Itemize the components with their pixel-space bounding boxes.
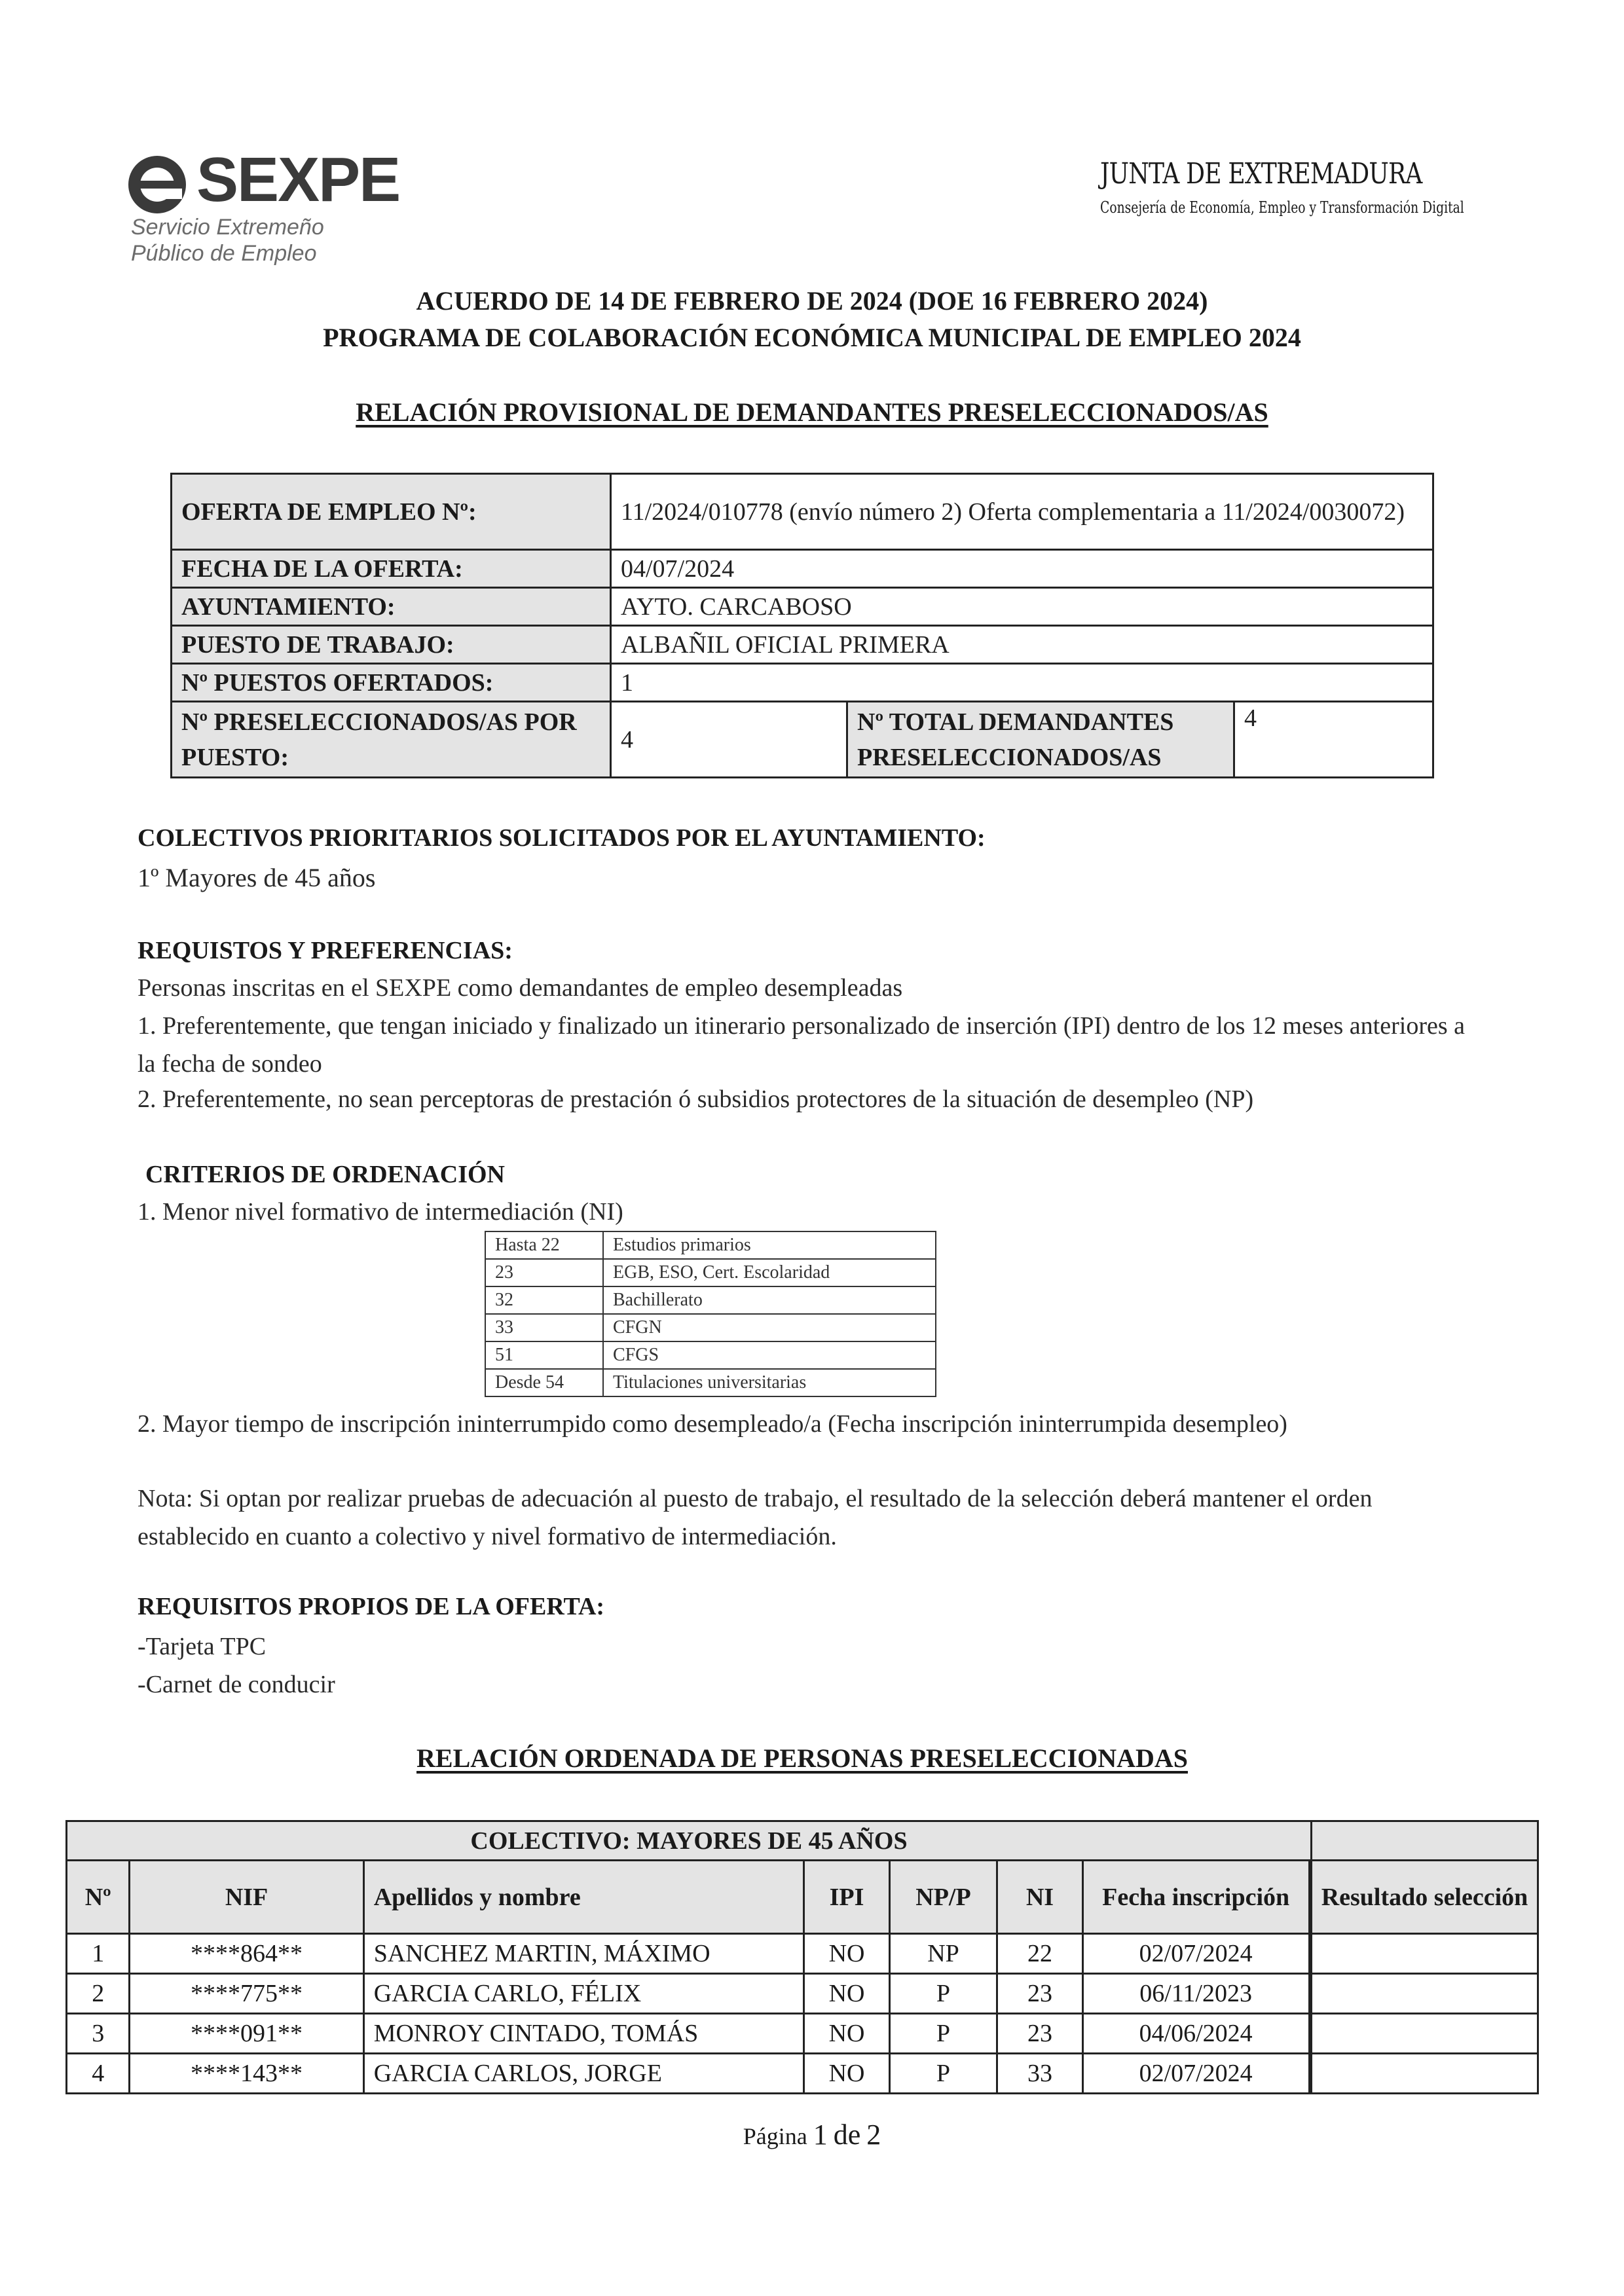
cell-n: 1 — [67, 1934, 130, 1974]
ni-code: 33 — [485, 1314, 603, 1341]
total-demandantes-value: 4 — [1234, 702, 1433, 778]
cell-fecha: 02/07/2024 — [1082, 2054, 1309, 2094]
ni-code: 32 — [485, 1286, 603, 1314]
cell-fecha: 02/07/2024 — [1082, 1934, 1309, 1974]
cell-npp: P — [889, 2054, 997, 2094]
puestos-ofertados-label: Nº PUESTOS OFERTADOS: — [172, 664, 611, 702]
cell-n: 4 — [67, 2054, 130, 2094]
pagina-label: Página — [743, 2123, 807, 2149]
people-column-headers — [67, 1861, 1538, 1934]
offer-row-fecha — [172, 550, 1433, 588]
col-header-fecha: Fecha inscripción — [1082, 1861, 1309, 1934]
cell-resultado — [1312, 2054, 1538, 2094]
requisitos-line-2: 1. Preferentemente, que tengan iniciado y finalizado un itinerario personalizado de inserción (IPI) dentro de los 12 meses anteriores a la fecha de sondeo — [138, 1012, 1465, 1078]
cell-n: 2 — [67, 1974, 130, 2014]
cell-ipi: NO — [804, 2014, 889, 2054]
ni-row — [485, 1259, 936, 1286]
offer-row-puestos-ofertados — [172, 664, 1433, 702]
cell-resultado — [1312, 2014, 1538, 2054]
ni-row — [485, 1231, 936, 1259]
cell-ni: 23 — [997, 2014, 1082, 2054]
cell-nif: ****775** — [130, 1974, 363, 2014]
cell-n: 3 — [67, 2014, 130, 2054]
cell-resultado — [1312, 1934, 1538, 1974]
ni-row — [485, 1341, 936, 1369]
offer-row-puesto — [172, 626, 1433, 664]
cell-resultado — [1312, 1974, 1538, 2014]
sexpe-logo-text: SEXPE — [196, 145, 400, 215]
offer-table — [170, 473, 1434, 778]
colectivo-header: COLECTIVO: MAYORES DE 45 AÑOS — [67, 1821, 1312, 1861]
cell-npp: P — [889, 2014, 997, 2054]
puesto-value: ALBAÑIL OFICIAL PRIMERA — [611, 626, 1433, 664]
cell-fecha: 06/11/2023 — [1082, 1974, 1309, 2014]
sexpe-logo — [124, 144, 399, 268]
sexpe-subtitle-1: Servicio Extremeño — [131, 215, 324, 240]
cell-npp: NP — [889, 1934, 997, 1974]
criterios-line-2: 2. Mayor tiempo de inscripción ininterrumpido como desempleado/a (Fecha inscripción ininterrumpida desempleo) — [138, 1410, 1287, 1438]
ni-code: 51 — [485, 1341, 603, 1369]
ni-description: Bachillerato — [603, 1286, 936, 1314]
title-acuerdo: ACUERDO DE 14 DE FEBRERO DE 2024 (DOE 16 FEBRERO 2024) — [416, 286, 1208, 316]
cell-ni: 22 — [997, 1934, 1082, 1974]
colectivo-header-blank — [1312, 1821, 1538, 1861]
colectivos-heading: COLECTIVOS PRIORITARIOS SOLICITADOS POR EL AYUNTAMIENTO: — [138, 824, 986, 852]
table-row — [67, 2054, 1538, 2094]
cell-ipi: NO — [804, 1934, 889, 1974]
sexpe-subtitle-2: Público de Empleo — [131, 241, 317, 266]
ni-description: EGB, ESO, Cert. Escolaridad — [603, 1259, 936, 1286]
criterios-line-1: 1. Menor nivel formativo de intermediación (NI) — [138, 1198, 623, 1226]
puesto-label: PUESTO DE TRABAJO: — [172, 626, 611, 664]
cell-nombre: SANCHEZ MARTIN, MÁXIMO — [363, 1934, 804, 1974]
page-current: 1 — [813, 2119, 828, 2151]
requisitos-oferta-item-2: -Carnet de conducir — [138, 1671, 335, 1698]
cell-ni: 33 — [997, 2054, 1082, 2094]
col-header-nif: NIF — [130, 1861, 363, 1934]
oferta-value: 11/2024/010778 (envío número 2) Oferta complementaria a 11/2024/0030072) — [611, 474, 1433, 550]
ni-code: 23 — [485, 1259, 603, 1286]
cell-nombre: MONROY CINTADO, TOMÁS — [363, 2014, 804, 2054]
oferta-label: OFERTA DE EMPLEO Nº: — [172, 474, 611, 550]
ni-description: Estudios primarios — [603, 1231, 936, 1259]
ni-row — [485, 1369, 936, 1396]
ni-description: Titulaciones universitarias — [603, 1369, 936, 1396]
ni-code: Hasta 22 — [485, 1231, 603, 1259]
cell-nif: ****864** — [130, 1934, 363, 1974]
colectivos-item-1: 1º Mayores de 45 años — [138, 863, 376, 892]
offer-row-ayuntamiento — [172, 588, 1433, 626]
junta-subtitle: Consejería de Economía, Empleo y Transformación Digital — [1100, 198, 1464, 217]
junta-logo — [1100, 157, 1493, 217]
ni-code: Desde 54 — [485, 1369, 603, 1396]
table-row — [67, 1934, 1538, 1974]
preseleccionados-label: Nº PRESELECCIONADOS/AS POR PUESTO: — [172, 702, 611, 778]
criterios-heading: CRITERIOS DE ORDENACIÓN — [145, 1161, 505, 1188]
colectivo-header-row — [67, 1821, 1538, 1861]
requisitos-line-3: 2. Preferentemente, no sean perceptoras de prestación ó subsidios protectores de la situación de desempleo (NP) — [138, 1085, 1254, 1113]
ayuntamiento-label: AYUNTAMIENTO: — [172, 588, 611, 626]
title-programa: PROGRAMA DE COLABORACIÓN ECONÓMICA MUNICIPAL DE EMPLEO 2024 — [323, 323, 1301, 352]
fecha-value: 04/07/2024 — [611, 550, 1433, 588]
ayuntamiento-value: AYTO. CARCABOSO — [611, 588, 1433, 626]
cell-nif: ****091** — [130, 2014, 363, 2054]
col-header-ipi: IPI — [804, 1861, 889, 1934]
cell-nif: ****143** — [130, 2054, 363, 2094]
ni-description: CFGS — [603, 1341, 936, 1369]
cell-ni: 23 — [997, 1974, 1082, 2014]
col-header-ni: NI — [997, 1861, 1082, 1934]
col-header-npp: NP/P — [889, 1861, 997, 1934]
total-demandantes-label: Nº TOTAL DEMANDANTES PRESELECCIONADOS/AS — [847, 702, 1234, 778]
ni-description: CFGN — [603, 1314, 936, 1341]
offer-row-preseleccionados — [172, 702, 1433, 778]
offer-row-oferta — [172, 474, 1433, 550]
col-header-nombre: Apellidos y nombre — [363, 1861, 804, 1934]
fecha-label: FECHA DE LA OFERTA: — [172, 550, 611, 588]
col-header-n: Nº — [67, 1861, 130, 1934]
cell-fecha: 04/06/2024 — [1082, 2014, 1309, 2054]
col-header-resultado: Resultado selección — [1312, 1861, 1538, 1934]
ni-row — [485, 1286, 936, 1314]
requisitos-oferta-item-1: -Tarjeta TPC — [138, 1633, 267, 1660]
title-relacion-provisional: RELACIÓN PROVISIONAL DE DEMANDANTES PRESELECCIONADOS/AS — [356, 397, 1268, 427]
cell-ipi: NO — [804, 1974, 889, 2014]
table-row — [67, 1974, 1538, 2014]
puestos-ofertados-value: 1 — [611, 664, 1433, 702]
requisitos-oferta-heading: REQUISITOS PROPIOS DE LA OFERTA: — [138, 1593, 605, 1620]
table-row — [67, 2014, 1538, 2054]
page-total: 2 — [866, 2119, 881, 2151]
ni-row — [485, 1314, 936, 1341]
cell-npp: P — [889, 1974, 997, 2014]
de-label: de — [833, 2119, 861, 2151]
requisitos-heading: REQUISTOS Y PREFERENCIAS: — [138, 937, 513, 964]
cell-ipi: NO — [804, 2054, 889, 2094]
nota-text: Nota: Si optan por realizar pruebas de adecuación al puesto de trabajo, el resultado de la selección deberá mantener el orden establecido en cuanto a colectivo y nivel formativo de intermediación. — [138, 1485, 1373, 1550]
people-table — [65, 1820, 1539, 2094]
requisitos-line-1: Personas inscritas en el SEXPE como demandantes de empleo desempleadas — [138, 974, 903, 1002]
cell-nombre: GARCIA CARLO, FÉLIX — [363, 1974, 804, 2014]
preseleccionados-value: 4 — [611, 702, 847, 778]
relacion-title: RELACIÓN ORDENADA DE PERSONAS PRESELECCIONADAS — [416, 1743, 1188, 1773]
ni-table — [485, 1231, 936, 1397]
junta-title: JUNTA DE EXTREMADURA — [1100, 157, 1422, 191]
page-number — [0, 2118, 1624, 2151]
sexpe-e-icon — [124, 152, 190, 217]
cell-nombre: GARCIA CARLOS, JORGE — [363, 2054, 804, 2094]
